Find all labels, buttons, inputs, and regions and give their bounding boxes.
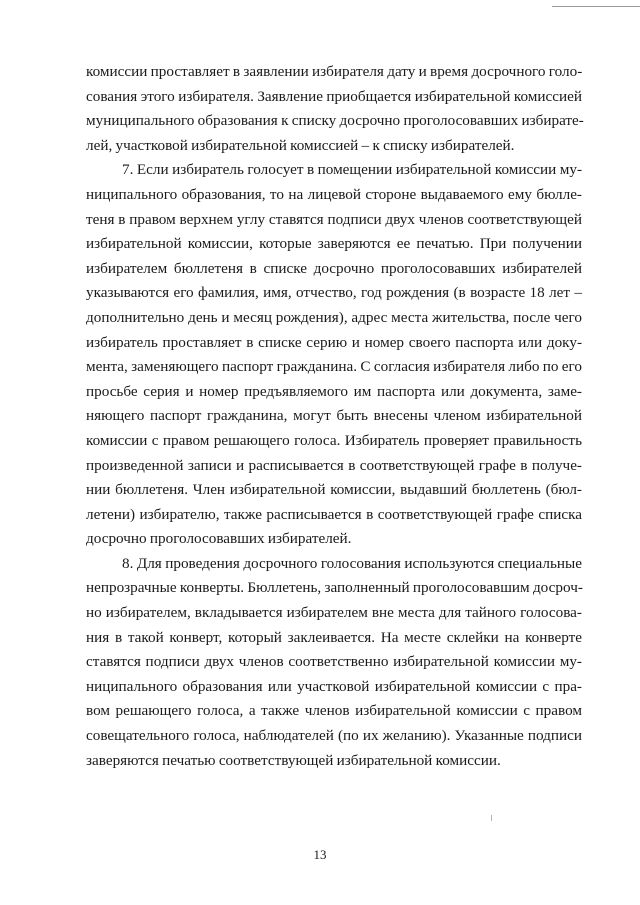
text-line: няющего паспорт гражданина, могут быть внесены членом избирательной <box>86 407 582 425</box>
text-line: сования этого избирателя. Заявление приобщается избирательной комиссией <box>86 87 582 105</box>
paragraph-7 <box>86 158 582 552</box>
text-line: непрозрачные конверты. Бюллетень, заполненный проголосовавшим досроч- <box>86 579 583 597</box>
paragraph-continuation <box>86 60 582 158</box>
document-body <box>86 60 582 773</box>
text-line: лей, участковой избирательной комиссией – к списку избирателей. <box>86 136 515 154</box>
text-line: дополнительно день и месяц рождения), адрес места жительства, после чего <box>86 308 582 326</box>
text-line: но избирателем, вкладывается избирателем вне места для тайного голосова- <box>86 604 582 622</box>
text-line: нии бюллетеня. Член избирательной комиссии, выдавший бюллетень (бюл- <box>86 481 582 499</box>
text-line: 8. Для проведения досрочного голосования используются специальные <box>122 554 582 572</box>
text-line: комиссии проставляет в заявлении избирателя дату и время досрочного голо- <box>86 63 583 80</box>
page-top-rule <box>552 6 640 7</box>
text-line: ния в такой конверт, который заклеивается. На месте склейки на конверте <box>86 628 582 646</box>
text-line: ниципального образования или участковой избирательной комиссии с пра- <box>86 677 582 695</box>
text-line: муниципального образования к списку досрочно проголосовавших избирате- <box>86 112 584 130</box>
text-line: ниципального образования, то на лицевой стороне выдаваемого ему бюлле- <box>86 185 582 203</box>
text-line: просьбе серия и номер предъявляемого им паспорта или документа, заме- <box>86 382 582 400</box>
text-line: избиратель проставляет в списке серию и номер своего паспорта или доку- <box>86 333 582 351</box>
text-line: досрочно проголосовавших избирателей. <box>86 530 352 548</box>
paragraph-8 <box>86 552 582 773</box>
text-line: комиссии с правом решающего голоса. Избиратель проверяет правильность <box>86 431 582 449</box>
text-line: вом решающего голоса, а также членов избирательной комиссии с правом <box>86 702 582 720</box>
text-line: произведенной записи и расписывается в соответствующей графе в получе- <box>86 456 582 474</box>
scan-mark <box>491 815 492 821</box>
text-line: ставятся подписи двух членов соответственно избирательной комиссии му- <box>86 653 582 671</box>
text-line: совещательного голоса, наблюдателей (по их желанию). Указанные подписи <box>86 727 582 745</box>
text-line: летени) избирателю, также расписывается в соответствующей графе списка <box>86 505 582 523</box>
text-line: избирательной комиссии, которые заверяются ее печатью. При получении <box>86 235 582 253</box>
text-line: указываются его фамилия, имя, отчество, год рождения (в возрасте 18 лет – <box>86 284 582 302</box>
page-number: 13 <box>313 847 327 862</box>
text-line: теня в правом верхнем углу ставятся подписи двух членов соответствующей <box>86 210 582 228</box>
text-line: заверяются печатью соответствующей избирательной комиссии. <box>86 751 501 769</box>
text-line: избирателем бюллетеня в списке досрочно проголосовавших избирателей <box>86 259 582 277</box>
text-line: мента, заменяющего паспорт гражданина. С согласия избирателя либо по его <box>86 358 582 376</box>
text-line: 7. Если избиратель голосует в помещении избирательной комиссии му- <box>122 161 582 179</box>
